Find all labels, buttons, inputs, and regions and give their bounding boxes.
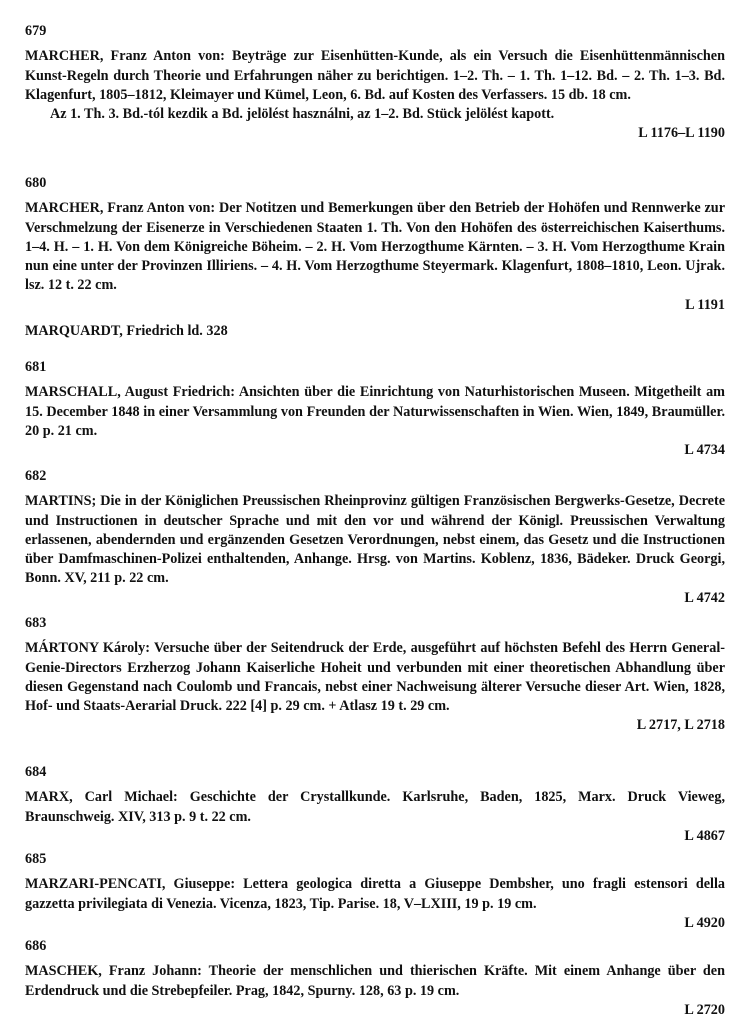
catalog-entry-685 bbox=[25, 850, 725, 933]
catalog-entry-679 bbox=[25, 22, 725, 144]
entry-number: 684 bbox=[25, 764, 47, 780]
entry-location: L 4867 bbox=[684, 827, 725, 844]
entry-number: 679 bbox=[25, 23, 47, 39]
entry-location: L 4742 bbox=[684, 589, 725, 606]
entry-text: MARCHER, Franz Anton von: Der Notitzen und Bemerkungen über den Betrieb der Hohöfen und Rennwerke zur Verschmelzung der Eisenerze in Verschiedenen Staaten 1. Th. Von den Hohöfen des österreichischen Kaiserthums. 1–4. H. – 1. H. Von dem Königreiche Böheim. – 2. H. Vom Herzogthume Kärnten. – 3. H. Vom Herzogthume Krain nun eine unter der Provinzen Illiriens. – 4. H. Vom Herzogthume Steyermark. Klagenfurt, 1808–1810, Leon. Ujrak. lsz. 12 t. 22 cm. bbox=[25, 200, 725, 294]
entry-number: 681 bbox=[25, 359, 47, 375]
entry-number: 685 bbox=[25, 851, 47, 867]
entry-text: MARSCHALL, August Friedrich: Ansichten über die Einrichtung von Naturhistorischen Museen. Mitgetheilt am 15. December 1848 in einer Versammlung von Freunden der Naturwissenschaften in Wien. Wien, 1849, Braumüller. 20 p. 21 cm. bbox=[25, 384, 725, 439]
catalog-entry-686 bbox=[25, 937, 725, 1020]
entry-location: L 1191 bbox=[685, 296, 725, 313]
entry-text: MARZARI-PENCATI, Giuseppe: Lettera geologica diretta a Giuseppe Dembsher, uno fragli estensori della gazzetta privilegiata di Venezia. Vicenza, 1823, Tip. Parise. 18, V–LXIII, 19 p. 19 cm. bbox=[25, 876, 725, 912]
entry-text: MARTINS; Die in der Königlichen Preussischen Rheinprovinz gültigen Französischen Bergwerks-Gesetze, Decrete und Instructionen in deutscher Sprache und mit den vor und während der Königl. Preussischen Verwaltung erlassenen, abendernden und ergänzenden Gesetzen Verordnungen, nebst einem, das Gesetz und die Instructionen über Damfmaschinen-Polizei enthaltenden, Anhange. Hrsg. von Martins. Koblenz, 1836, Bädeker. Druck Georgi, Bonn. XV, 211 p. 22 cm. bbox=[25, 493, 725, 587]
entry-text: MARX, Carl Michael: Geschichte der Crystallkunde. Karlsruhe, Baden, 1825, Marx. Druck Vieweg, Braunschweig. XIV, 313 p. 9 t. 22 cm. bbox=[25, 789, 725, 825]
entry-note: Az 1. Th. 3. Bd.-tól kezdik a Bd. jelölést használni, az 1–2. Bd. Stück jelölést kapott. bbox=[50, 106, 555, 123]
entry-text: MÁRTONY Károly: Versuche über der Seitendruck der Erde, ausgeführt auf höchsten Befehl des Herrn General-Genie-Directors Erzherzog Johann Kaiserliche Hoheit und verbunden mit einer theoretischen Abhandlung über diesen Gegenstand nach Coulomb und Francais, nebst einer Nachweisung älterer Versuche dieser Art. Wien, 1828, Hof- und Staats-Aerarial Druck. 222 [4] p. 29 cm. + Atlasz 19 t. 29 cm. bbox=[25, 640, 725, 715]
entry-location: L 1176–L 1190 bbox=[638, 125, 725, 142]
catalog-entry-680 bbox=[25, 174, 725, 315]
entry-location: L 4734 bbox=[684, 442, 725, 459]
entry-number: 683 bbox=[25, 615, 47, 631]
entry-location: L 4920 bbox=[684, 914, 725, 931]
catalog-entry-683 bbox=[25, 614, 725, 736]
entry-number: 682 bbox=[25, 468, 47, 484]
catalog-entry-684 bbox=[25, 763, 725, 846]
entry-number: 686 bbox=[25, 938, 47, 954]
catalog-entry-682 bbox=[25, 467, 725, 608]
entry-text: MARCHER, Franz Anton von: Beyträge zur Eisenhütten-Kunde, als ein Versuch die Eisenhüttenmännischen Kunst-Regeln durch Theorie und Erfahrungen näher zu berichtigen. 1–2. Th. – 1. Th. 1–12. Bd. – 2. Th. 1–3. Bd. Klagenfurt, 1805–1812, Kleimayer und Kümel, Leon, 6. Bd. auf Kosten des Verfassers. 15 db. 18 cm. bbox=[25, 48, 725, 103]
entry-location: L 2720 bbox=[684, 1001, 725, 1018]
entry-location: L 2717, L 2718 bbox=[636, 717, 725, 734]
entry-number: 680 bbox=[25, 175, 47, 191]
catalog-entry-681 bbox=[25, 358, 725, 460]
cross-reference: MARQUARDT, Friedrich ld. 328 bbox=[25, 323, 228, 339]
entry-text: MASCHEK, Franz Johann: Theorie der menschlichen und thierischen Kräfte. Mit einem Anhange über den Erdendruck und die Strebepfeiler. Prag, 1842, Spurny. 128, 63 p. 19 cm. bbox=[25, 963, 725, 999]
